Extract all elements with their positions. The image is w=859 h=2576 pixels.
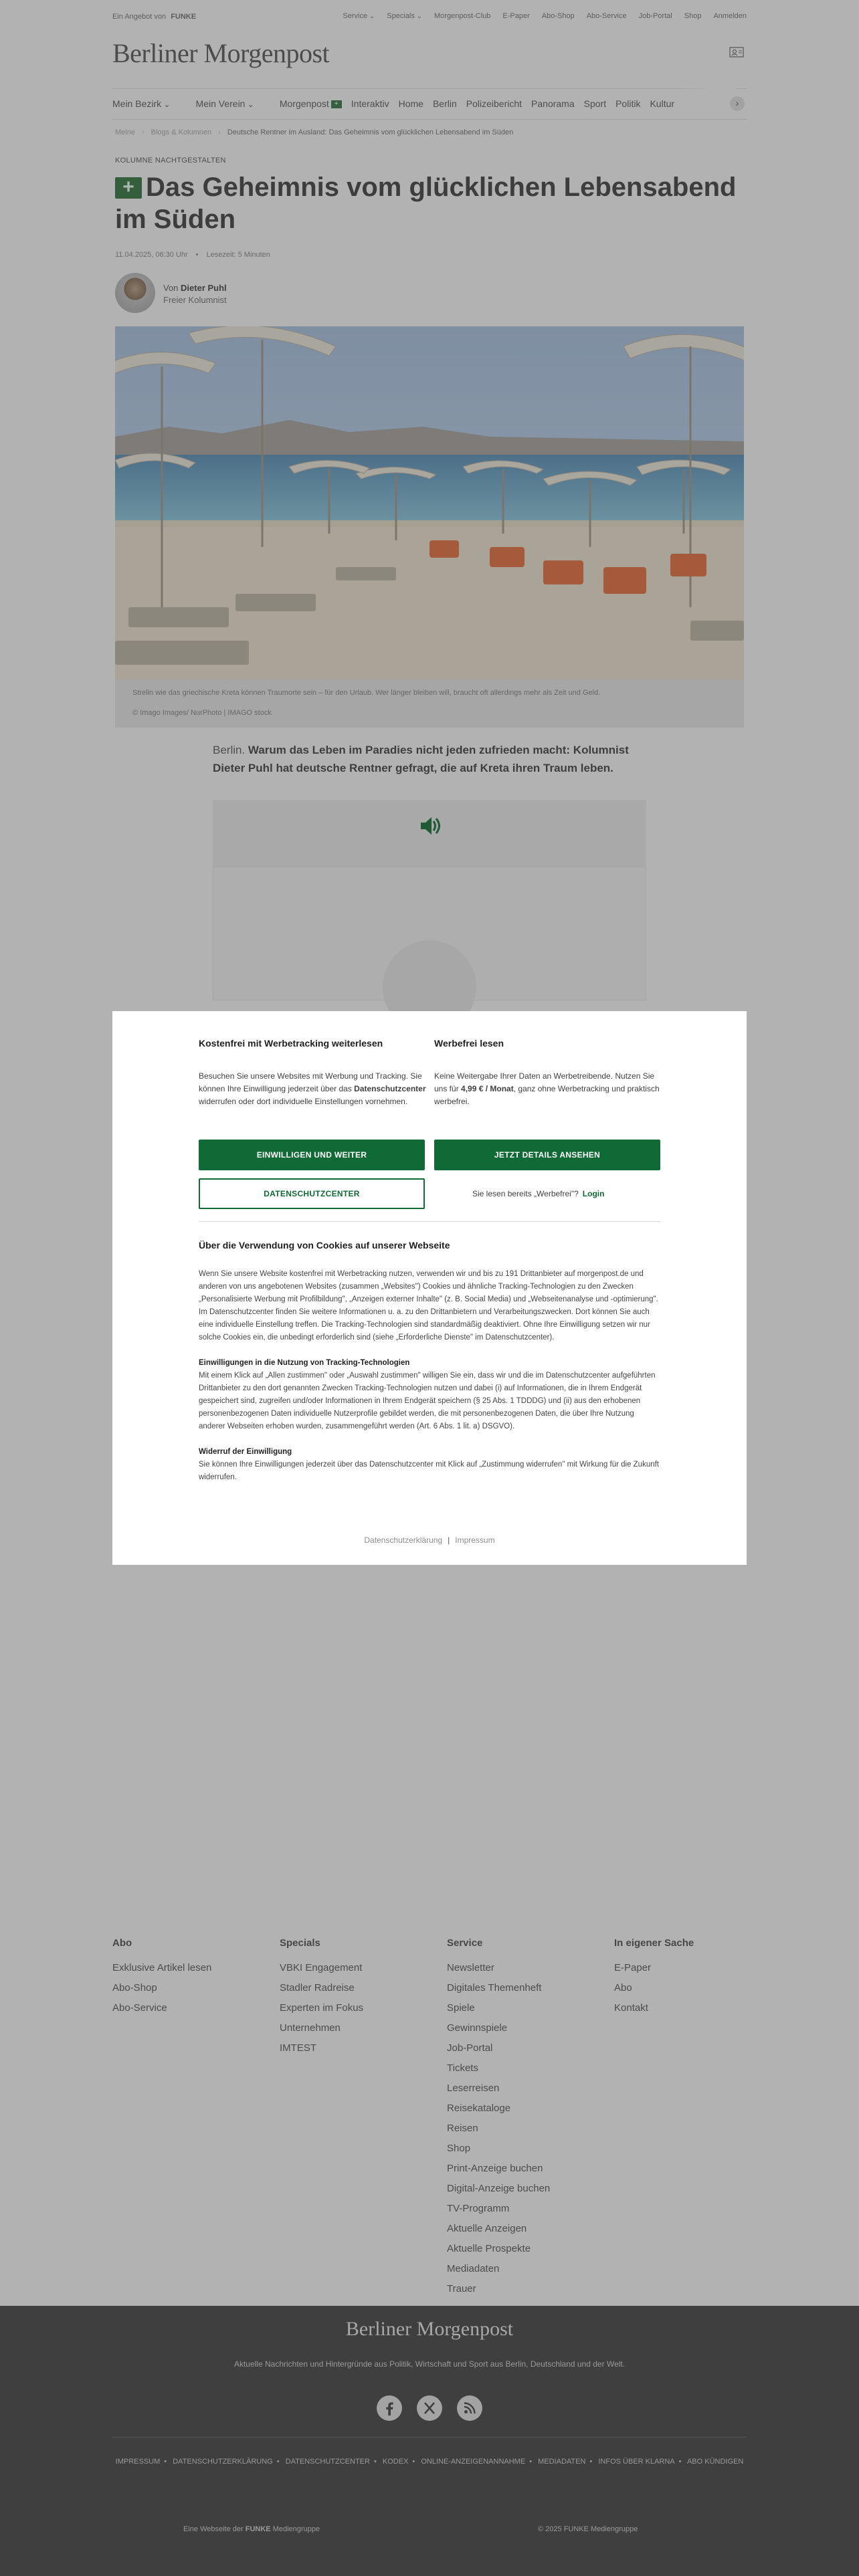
legal-link[interactable]: ABO KÜNDIGEN xyxy=(686,2458,744,2466)
footer-link[interactable]: Digital-Anzeige buchen xyxy=(447,2183,551,2194)
cookie-revoke-heading: Widerruf der Einwilligung xyxy=(199,1448,292,1456)
lead-city: Berlin. xyxy=(213,744,246,756)
cookie-consent-section xyxy=(199,1357,660,1433)
author-name[interactable]: Dieter Puhl xyxy=(181,282,227,293)
lead-text: Warum das Leben im Paradies nicht jeden zufrieden macht: Kolumnist Dieter Puhl hat deutsche Rentner gefragt, die auf Kreta ihren Traum leben. xyxy=(213,744,629,774)
footer-link[interactable]: Spiele xyxy=(447,2002,475,2014)
nav-rule-top xyxy=(112,88,747,89)
topnav-aboshop[interactable]: Abo-Shop xyxy=(541,12,575,20)
meta-separator: • xyxy=(195,251,199,259)
cookie-revoke-text: Sie können Ihre Einwilligungen jederzeit über das Datenschutzcenter mit Klick auf „Zustimmung widerrufen" mit Wirkung für die Zukunft widerrufen. xyxy=(199,1461,660,1481)
footer-link[interactable]: Job-Portal xyxy=(447,2042,493,2054)
footer-tagline: Aktuelle Nachrichten und Hintergründe aus Politik, Wirtschaft und Sport aus Berlin, Deutschland und der Welt. xyxy=(233,2359,626,2369)
author-box xyxy=(115,273,227,313)
footer-link[interactable]: VBKI Engagement xyxy=(280,1962,363,1973)
nav-rule-bottom xyxy=(112,119,747,120)
footer-link[interactable]: Shop xyxy=(447,2143,471,2154)
footer-link[interactable]: Digitales Themenheft xyxy=(447,1982,542,1994)
footer-col-service xyxy=(447,1937,550,2299)
nav-item-politik[interactable]: Politik xyxy=(615,98,641,109)
footer-rule xyxy=(112,2437,747,2438)
footer-link[interactable]: Reisen xyxy=(447,2123,478,2134)
cookie-info-text: Wenn Sie unsere Website kostenfrei mit Werbetracking nutzen, verwenden wir und bis zu 191 Drittanbieter auf morgenpost.de und anderen von uns angebotenen Websites (zusammen „Websites") Cookies und ähnliche Tracking-Technologien zu den Zwecken „Personalisierte Werbung mit Profilbildung", „Anzeigen externer Inhalte" (z. B. Social Media) und „Webseitenanalyse und -optimierung". Im Datenschutzcenter finden Sie weitere Informationen u. a. zu den Drittanbietern und Verarbeitungszwecken. Dort können Sie auch eine individuelle Einstellung treffen. Die Tracking-Technologien sind standardmäßig deaktiviert. Ohne Ihre Einwilligung setzen wir nur solche Cookies ein, die unbedingt erforderlich sind (siehe „Erforderliche Dienste" im Datenschutzcenter). xyxy=(199,1270,658,1341)
breadcrumb-separator: › xyxy=(141,128,145,136)
author-role: Freier Kolumnist xyxy=(163,294,227,305)
sponsor-note xyxy=(112,13,196,21)
topnav-login[interactable]: Anmelden xyxy=(713,12,747,20)
select-verein[interactable]: Mein Verein ⌄ xyxy=(196,98,254,109)
topnav-service[interactable]: Service ⌄ xyxy=(343,12,375,20)
legal-link[interactable]: MEDIADATEN xyxy=(538,2458,586,2466)
nav-item-berlin[interactable]: Berlin xyxy=(432,98,457,109)
footer-col-title: Specials xyxy=(280,1937,320,1949)
consent-free-text-2: widerrufen oder dort individuelle Einstellungen vornehmen. xyxy=(199,1097,408,1106)
funke-logo[interactable]: FUNKE xyxy=(171,13,197,21)
footer-col-title: Abo xyxy=(112,1937,132,1949)
footer-col-title: In eigener Sache xyxy=(614,1937,694,1949)
facebook-icon[interactable] xyxy=(377,2395,402,2421)
consent-free-column xyxy=(199,1038,426,1108)
consent-adfree-text-1: Keine Weitergabe Ihrer Daten an Werbetreibende. Nutzen Sie uns für xyxy=(434,1071,655,1093)
article-meta xyxy=(115,251,270,259)
already-subscribed xyxy=(472,1189,604,1198)
headline-text: Das Geheimnis vom glücklichen Lebensabend im Süden xyxy=(115,173,737,234)
topnav-specials[interactable]: Specials ⌄ xyxy=(387,12,422,20)
legal-link[interactable]: DATENSCHUTZERKLÄRUNG xyxy=(173,2458,273,2466)
footer-link[interactable]: Tickets xyxy=(447,2062,478,2074)
footer-link[interactable]: Stadler Radreise xyxy=(280,1982,355,1994)
legal-link[interactable]: DATENSCHUTZCENTER xyxy=(285,2458,370,2466)
details-button[interactable]: JETZT DETAILS ANSEHEN xyxy=(434,1140,660,1170)
plus-icon: + xyxy=(115,177,142,199)
reading-time: Lesezeit: 5 Minuten xyxy=(206,251,270,259)
cookie-consent-heading: Einwilligungen in die Nutzung von Tracking-Technologien xyxy=(199,1359,410,1367)
footer-link[interactable]: Newsletter xyxy=(447,1962,494,1973)
topnav-epaper[interactable]: E-Paper xyxy=(502,12,530,20)
footer-link[interactable]: Abo-Shop xyxy=(112,1982,157,1994)
consent-free-text xyxy=(199,1070,426,1108)
footer-link[interactable]: Aktuelle Anzeigen xyxy=(447,2223,527,2234)
login-link[interactable]: Login xyxy=(582,1189,605,1198)
breadcrumb xyxy=(115,128,513,136)
author-prefix: Von xyxy=(163,282,179,293)
footer-copyright: © 2025 FUNKE Mediengruppe xyxy=(538,2525,638,2533)
footer-link[interactable]: Mediadaten xyxy=(447,2263,500,2274)
footer-link[interactable]: Kontakt xyxy=(614,2002,648,2014)
footer-link[interactable]: Abo-Service xyxy=(112,2002,167,2014)
cookie-consent-text: Mit einem Klick auf „Allen zustimmen" oder „Auswahl zustimmen" willigen Sie ein, dass wir und die im Datenschutzcenter aufgeführten Drittanbieter zu den dort genannten Zwecken Tracking-Technologien nutzen und dabei (i) auf Informationen, die in Ihrem Endgerät gespeichert sind, zugreifen und/oder Informationen in Ihrem Endgerät speichern (§ 25 Abs. 1 TDDDG) und (ii) aus den erhobenen personenbezogenen Daten individuelle Nutzerprofile gebildet werden, die mit personenbezogenen Daten, die über Ihre Nutzung anderer Webseiten erhoben wurden, zusammengeführt werden (Art. 6 Abs. 1 lit. a) DSGVO). xyxy=(199,1372,656,1430)
accept-button[interactable]: EINWILLIGEN UND WEITER xyxy=(199,1140,425,1170)
breadcrumb-separator: › xyxy=(218,128,221,136)
plus-icon: + xyxy=(331,100,342,108)
consent-adfree-text xyxy=(434,1070,662,1108)
consent-privacy-link[interactable]: Datenschutzerklärung xyxy=(364,1535,443,1545)
breadcrumb-meine[interactable]: Meine xyxy=(115,128,135,136)
site-logo[interactable]: Berliner Morgenpost xyxy=(112,38,330,68)
footer-link[interactable]: Leserreisen xyxy=(447,2082,500,2094)
site-footer xyxy=(0,2306,859,2576)
owner-suffix: Mediengruppe xyxy=(272,2525,320,2533)
nav-fade xyxy=(676,88,736,118)
consent-dialog xyxy=(112,1011,747,1565)
select-bezirk[interactable]: Mein Bezirk ⌄ xyxy=(112,98,171,109)
topnav-shop[interactable]: Shop xyxy=(684,12,702,20)
footer-link[interactable]: Aktuelle Prospekte xyxy=(447,2243,531,2254)
topnav-jobportal[interactable]: Job-Portal xyxy=(638,12,672,20)
article-headline xyxy=(115,171,744,235)
speaker-icon[interactable] xyxy=(413,809,446,843)
breadcrumb-blogs[interactable]: Blogs & Kolumnen xyxy=(151,128,212,136)
image-caption: Strelin wie das griechische Kreta können Traumorte sein – für den Urlaub. Wer länger bleiben will, braucht oft allerdings mehr als Zeit und Geld. xyxy=(132,689,601,697)
footer-link[interactable]: Trauer xyxy=(447,2283,476,2294)
cookie-revoke-section xyxy=(199,1446,660,1484)
image-credit: © Imago Images/ NurPhoto | IMAGO stock xyxy=(132,709,272,717)
legal-link[interactable]: ONLINE-ANZEIGENANNAHME xyxy=(421,2458,526,2466)
nav-item-kultur[interactable]: Kultur xyxy=(650,98,675,109)
already-text: Sie lesen bereits „Werbefrei"? xyxy=(472,1189,579,1198)
nav-item-sport[interactable]: Sport xyxy=(583,98,607,109)
article-kicker[interactable]: KOLUMNE NACHTGESTALTEN xyxy=(115,156,226,165)
footer-col-eigene-sache xyxy=(614,1937,694,2018)
account-icon[interactable] xyxy=(729,47,744,58)
legal-link[interactable]: IMPRESSUM xyxy=(115,2458,161,2466)
footer-link[interactable]: Abo xyxy=(614,1982,632,1994)
privacy-center-button[interactable]: DATENSCHUTZCENTER xyxy=(199,1178,425,1209)
top-bar xyxy=(112,9,747,25)
consent-adfree-title: Werbefrei lesen xyxy=(434,1038,504,1049)
cookie-info-title: Über die Verwendung von Cookies auf unserer Webseite xyxy=(199,1240,450,1251)
consent-divider xyxy=(199,1221,660,1222)
consent-adfree-text-2: , ganz ohne Werbetracking und praktisch werbefrei. xyxy=(434,1084,660,1106)
footer-owner xyxy=(183,2525,320,2533)
legal-link[interactable]: KODEX xyxy=(382,2458,409,2466)
topnav-aboservice[interactable]: Abo-Service xyxy=(586,12,627,20)
owner-prefix: Eine Webseite der xyxy=(183,2525,244,2533)
footer-link[interactable]: TV-Programm xyxy=(447,2203,510,2214)
author-avatar[interactable] xyxy=(115,273,155,313)
x-icon[interactable] xyxy=(417,2395,442,2421)
nav-item-interaktiv[interactable]: Interaktiv xyxy=(351,98,389,109)
rss-icon[interactable] xyxy=(457,2395,482,2421)
footer-link[interactable]: Reisekataloge xyxy=(447,2103,511,2114)
breadcrumb-current: Deutsche Rentner im Ausland: Das Geheimnis vom glücklichen Lebensabend im Süden xyxy=(227,128,514,136)
consent-free-text-1: Besuchen Sie unsere Websites mit Werbung und Tracking. Sie können Ihre Einwilligung jederzeit über das xyxy=(199,1071,422,1093)
nav-item-home[interactable]: Home xyxy=(398,98,423,109)
topnav-club[interactable]: Morgenpost-Club xyxy=(434,12,491,20)
sponsor-prefix: Ein Angebot von xyxy=(112,13,167,21)
author-line xyxy=(163,282,227,295)
link-separator: | xyxy=(448,1535,450,1545)
consent-footer-links xyxy=(112,1535,747,1545)
consent-adfree-column xyxy=(434,1038,662,1108)
footer-link[interactable]: Gewinnspiele xyxy=(447,2022,508,2034)
nav-scroll-right-icon[interactable]: › xyxy=(730,96,745,111)
consent-free-title: Kostenfrei mit Werbetracking weiterlesen xyxy=(199,1038,383,1049)
adfree-price: 4,99 € / Monat xyxy=(461,1084,514,1093)
consent-imprint-link[interactable]: Impressum xyxy=(455,1535,495,1545)
footer-legal-links: IMPRESSUM • DATENSCHUTZERKLÄRUNG • DATENSCHUTZCENTER • KODEX • ONLINE-ANZEIGENANNAHME • MEDIADATEN • INFOS ÜBER KLARNA • ABO KÜNDIGEN xyxy=(115,2458,744,2466)
nav-item-morgenpost-plus[interactable] xyxy=(280,98,342,109)
privacy-center-link[interactable]: Datenschutzcenter xyxy=(354,1084,426,1093)
footer-col-title: Service xyxy=(447,1937,483,1949)
article-lead xyxy=(213,741,646,777)
footer-link[interactable]: Unternehmen xyxy=(280,2022,341,2034)
footer-link[interactable]: Exklusive Artikel lesen xyxy=(112,1962,212,1973)
footer-link[interactable]: Print-Anzeige buchen xyxy=(447,2163,543,2174)
main-nav xyxy=(112,96,747,112)
article-date: 11.04.2025, 06:30 Uhr xyxy=(115,251,188,259)
footer-logo[interactable]: Berliner Morgenpost xyxy=(345,2318,514,2340)
hero-image xyxy=(115,326,744,679)
footer-link[interactable]: Experten im Fokus xyxy=(280,2002,364,2014)
footer-link[interactable]: E-Paper xyxy=(614,1962,652,1973)
footer-col-abo xyxy=(112,1937,211,2018)
nav-item-panorama[interactable]: Panorama xyxy=(531,98,575,109)
footer-col-specials xyxy=(280,1937,363,2058)
owner-brand[interactable]: FUNKE xyxy=(245,2525,271,2533)
cookie-info xyxy=(199,1240,660,1497)
top-nav xyxy=(343,12,747,20)
nav-item-polizeibericht[interactable]: Polizeibericht xyxy=(466,98,522,109)
footer-link[interactable]: IMTEST xyxy=(280,2042,316,2054)
image-caption-box xyxy=(115,679,744,728)
nav-item-morgenpost-label: Morgenpost xyxy=(279,98,329,109)
legal-link[interactable]: INFOS ÜBER KLARNA xyxy=(598,2458,675,2466)
